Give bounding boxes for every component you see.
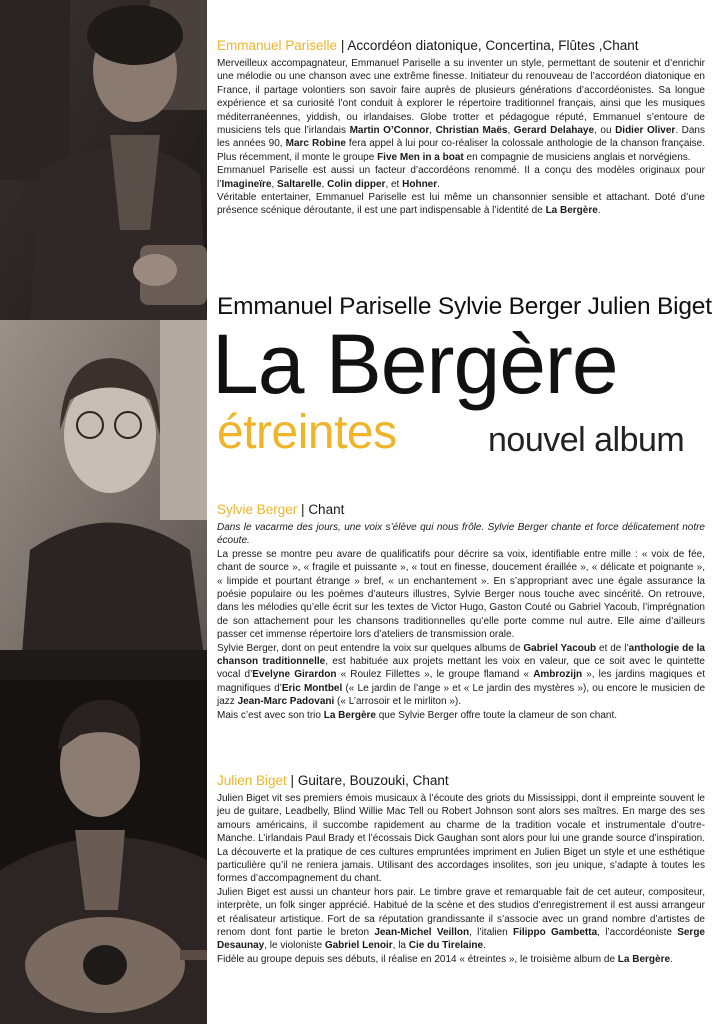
text-run: , bbox=[507, 125, 514, 137]
bold-name: Colin dipper bbox=[327, 178, 386, 190]
text-run: , et bbox=[385, 178, 403, 190]
bold-name: Marc Robine bbox=[285, 138, 346, 150]
text-run: « Roulez Fillettes », le groupe flamand « bbox=[336, 669, 534, 681]
bold-name: Gabriel Lenoir bbox=[324, 940, 393, 952]
text-run: Fidèle au groupe depuis ses débuts, il réalise en 2014 « étreintes », le troisième album de bbox=[217, 953, 618, 965]
section-heading bbox=[217, 37, 705, 54]
bold-name: Eric Montbel bbox=[281, 682, 343, 694]
bio-paragraph bbox=[217, 642, 705, 709]
text-run: , l’italien bbox=[469, 927, 513, 939]
bold-name: Jean-Marc Padovani bbox=[237, 696, 335, 708]
section-heading bbox=[217, 501, 705, 518]
musician-role: Chant bbox=[308, 502, 345, 517]
bold-name: Martin O’Connor bbox=[349, 125, 430, 137]
album-title: étreintes bbox=[217, 406, 397, 459]
musician-role: Accordéon diatonique, Concertina, Flûtes ,Chant bbox=[347, 38, 639, 53]
bio-emmanuel-pariselle bbox=[217, 37, 705, 218]
bio-text bbox=[217, 521, 705, 722]
album-subtitle: nouvel album bbox=[488, 421, 685, 459]
bio-sylvie-berger bbox=[217, 501, 705, 722]
bold-name: Saltarelle bbox=[277, 178, 322, 190]
bio-paragraph bbox=[217, 886, 705, 953]
bold-name: La Bergère bbox=[323, 709, 376, 721]
heading-separator: | bbox=[337, 38, 348, 53]
text-run: Julien Biget est aussi un chanteur hors pair. Le timbre grave et remarquable fait de cet auteur, compositeur, interprète, un folk singer apprécié. Habitué de la scène et des studios d’enregistrement il est aussi arrangeur et réalisateur artistique. Fort de sa réputation grandissante il s’associe avec un grand nombre d’artistes de renom dont font partie le breton bbox=[217, 886, 705, 939]
text-run: , ou bbox=[594, 125, 616, 137]
bio-paragraph bbox=[217, 548, 705, 642]
photo-sylvie-berger bbox=[0, 320, 207, 680]
bold-name: Filippo Gambetta bbox=[512, 927, 598, 939]
text-run: », les jardins magiques et magnifiques d’ bbox=[217, 669, 706, 694]
bold-name: Ambrozijn bbox=[533, 669, 583, 681]
bold-name: Gabriel Yacoub bbox=[523, 642, 597, 654]
text-run: (« Le jardin de l’ange » et « Le jardin des mystères »), ou encore le musicien de jazz bbox=[217, 682, 705, 708]
text-run: (« L’arrosoir et le mirliton »). bbox=[334, 696, 461, 708]
italic-text: Dans le vacarme des jours, une voix s’élève qui nous frôle. Sylvie Berger chante et force délicatement notre écoute. bbox=[217, 522, 705, 547]
heading-separator: | bbox=[297, 502, 309, 517]
musician-role: Guitare, Bouzouki, Chant bbox=[297, 773, 449, 788]
band-members-line: Emmanuel Pariselle Sylvie Berger Julien Biget bbox=[217, 293, 712, 320]
bio-paragraph bbox=[217, 792, 705, 886]
text-run: . bbox=[670, 953, 673, 965]
bio-text bbox=[217, 792, 705, 966]
text-run: , le violoniste bbox=[264, 940, 325, 952]
portrait-man-bouzouki bbox=[0, 680, 207, 1024]
bold-name: Evelyne Girardon bbox=[252, 669, 337, 681]
bio-paragraph bbox=[217, 57, 705, 164]
bold-name: Gerard Delahaye bbox=[513, 125, 595, 137]
text-run: et de l’ bbox=[596, 642, 629, 654]
text-run: . bbox=[437, 178, 440, 190]
bio-paragraph bbox=[217, 191, 705, 218]
text-run: La presse se montre peu avare de qualificatifs pour décrire sa voix, identifiable entre mille : « voix de fée, chant de source », « fragile et puissante », « tout en finesse, doucement éraillée », « délicate et poignante », « limpide et pourtant étrange » bref, « un enchantement ». En s’appropriant avec une égale assurance la poésie populaire ou les poèmes d’auteurs illustres, Sylvie Berger nous touche avec sincérité. On retrouve, dans les mélodies qu’elle écrit sur les textes de Victor Hugo, Gaston Couté ou Gabriel Yacoub, l’imprégnation de son attachement pour les chansons traditionnelles qu’elle porte comme nul autre. Elle aime d’ailleurs passer cet immense répertoire lors d’ateliers de transmission orale. bbox=[217, 548, 705, 641]
bold-name: La Bergère bbox=[617, 953, 671, 965]
text-run: fera appel à lui pour co-réaliser la colossale anthologie de la chanson française. Plus récemment, il monte le groupe bbox=[217, 138, 706, 163]
bold-name: Imagineïre bbox=[221, 178, 272, 190]
text-run: , l’accordéoniste bbox=[597, 927, 678, 939]
portrait-woman-glasses bbox=[0, 320, 207, 680]
text-run: , bbox=[429, 125, 436, 137]
text-run: Merveilleux accompagnateur, Emmanuel Pariselle a su inventer un style, permettant de soutenir et d’enrichir une mélodie ou une chanson avec une extrême finesse. Initiateur du renouveau de l’accordéon diatonique en France, il partage volontiers son savoir faire auprès de plusieurs générations d’accordéonistes. Sa longue expérience et sa curiosité l’ont conduit à explorer le répertoire traditionnel français, ainsi que les musiques méditerranéennes, yiddish, ou irlandaises. Globe trotter et pédagogue réputé, Emmanuel s’entoure de musiciens tels que l’irlandais bbox=[217, 58, 705, 137]
heading-separator: | bbox=[286, 773, 298, 788]
text-run: Sylvie Berger, dont on peut entendre la voix sur quelques albums de bbox=[217, 642, 524, 654]
musician-name: Julien Biget bbox=[217, 773, 287, 788]
text-run: Julien Biget vit ses premiers émois musicaux à l’écoute des griots du Mississippi, dont il empreinte souvent le jeu de guitare, Leadbelly, Blind Willie Mac Tell ou Robert Johnson sont alors ses maîtres. En marge des ses amours américains, il succombe rapidement au charme de la tradition vocale et instrumentale d’outre-Manche. L’irlandais Paul Brady et l’écossais Dick Gaughan sont alors pour lui une grande source d’inspiration. La découverte et la pratique de ces cultures empruntées impriment en Julien Biget un style et une esthétique particulière qu’il ne reniera jamais. Utilisant des accordages insolites, son jeu unique, s’adapte à toutes les formes d’accompagnement du chant. bbox=[217, 793, 705, 885]
text-run: . Dans les années 90, bbox=[217, 125, 705, 150]
bold-name: Christian Maës bbox=[435, 125, 508, 137]
portrait-man-accordion bbox=[0, 0, 207, 320]
text-run: que Sylvie Berger offre toute la clameur de son chant. bbox=[375, 709, 618, 721]
bio-text bbox=[217, 57, 705, 218]
photo-column bbox=[0, 0, 207, 1024]
bio-julien-biget bbox=[217, 772, 705, 966]
text-run: en compagnie de musiciens anglais et norvégiens. bbox=[463, 151, 691, 163]
text-run: , bbox=[271, 178, 278, 190]
bold-name: anthologie de la chanson traditionnelle bbox=[217, 642, 705, 668]
bold-name: Five Men in a boat bbox=[377, 151, 464, 163]
text-run: , est habituée aux projets mettant les voix en valeur, que ce soit avec le quintette vocal d’ bbox=[217, 656, 705, 681]
text-run: . bbox=[597, 205, 601, 217]
bold-name: Cie du Tirelaine bbox=[408, 940, 484, 952]
section-heading bbox=[217, 772, 705, 789]
text-run: , bbox=[321, 178, 328, 190]
bio-paragraph bbox=[217, 521, 705, 548]
bold-name: La Bergère bbox=[545, 205, 598, 217]
text-run: Véritable entertainer, Emmanuel Pariselle est lui même un chansonnier sensible et attachant. Doté d’une présence scénique déroutante, il est une part indispensable à l’identité de bbox=[217, 192, 705, 217]
musician-name: Sylvie Berger bbox=[217, 502, 298, 517]
band-name: La Bergère bbox=[212, 317, 618, 411]
text-run: , la bbox=[392, 940, 409, 952]
text-run: Mais c’est avec son trio bbox=[217, 709, 324, 721]
musician-name: Emmanuel Pariselle bbox=[217, 38, 338, 53]
photo-emmanuel-pariselle bbox=[0, 0, 207, 320]
photo-julien-biget bbox=[0, 680, 207, 1024]
bio-paragraph bbox=[217, 709, 705, 722]
bold-name: Jean-Michel Veillon bbox=[374, 927, 470, 939]
bold-name: Hohner bbox=[402, 178, 438, 190]
bold-name: Serge Desaunay bbox=[217, 927, 705, 952]
text-run: . bbox=[483, 940, 486, 952]
bio-paragraph bbox=[217, 953, 705, 966]
text-run: Emmanuel Pariselle est aussi un facteur d’accordéons renommé. Il a conçu des modèles originaux pour l’ bbox=[217, 165, 705, 190]
bio-paragraph bbox=[217, 164, 705, 191]
bold-name: Didier Oliver bbox=[615, 125, 676, 137]
